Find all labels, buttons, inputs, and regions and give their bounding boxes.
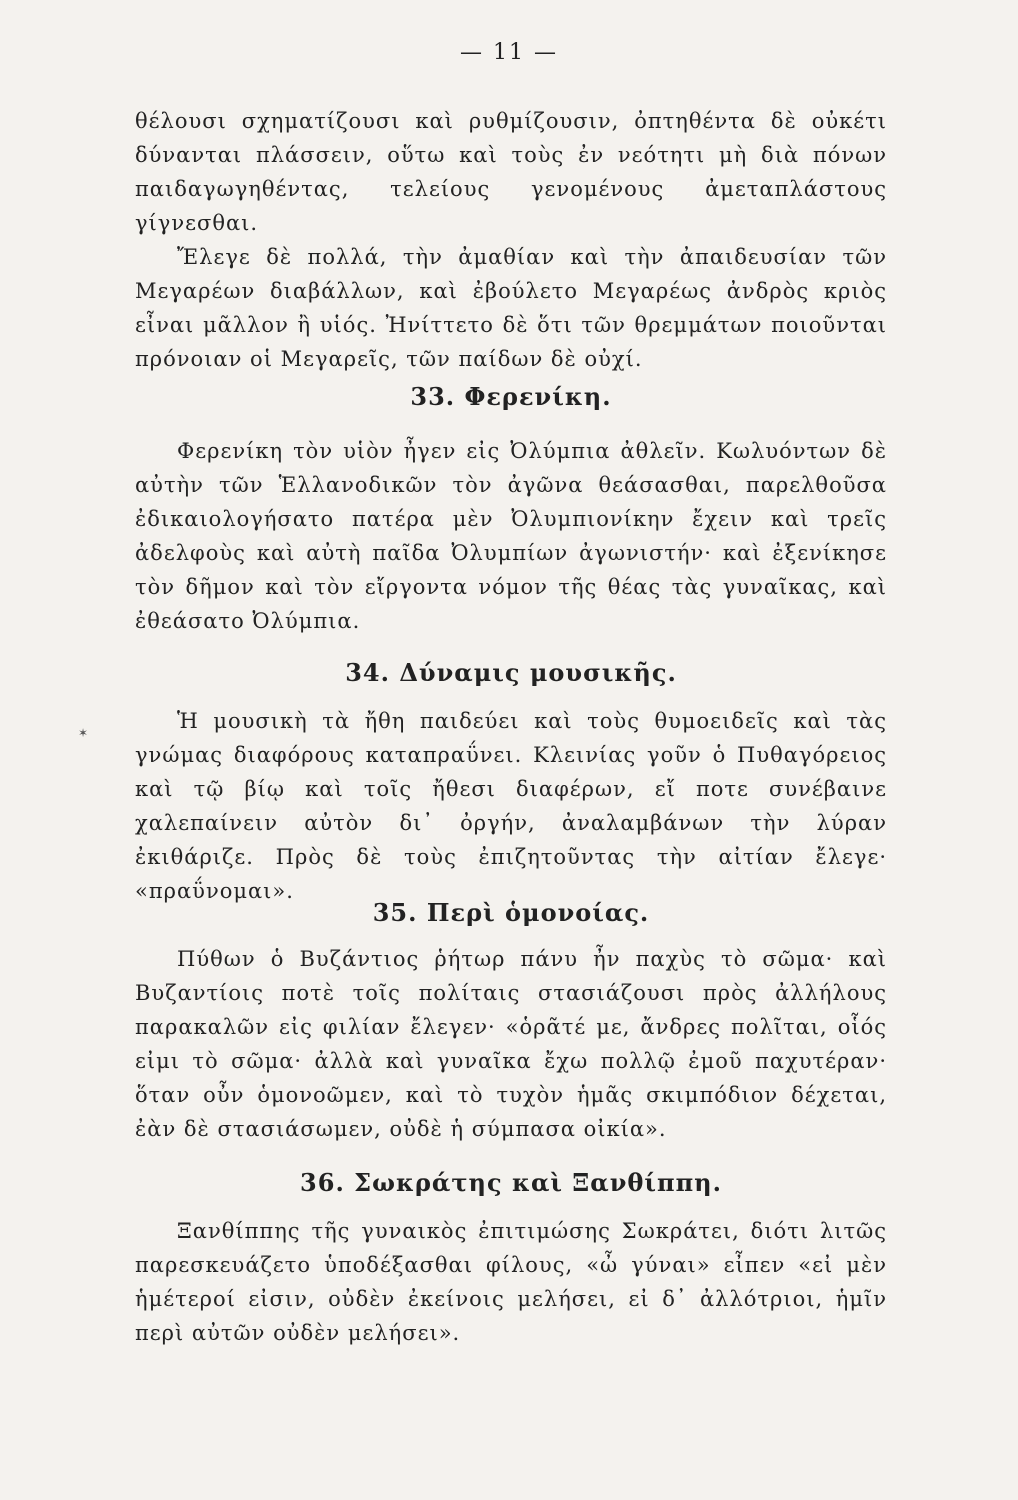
page-number: — 11 — bbox=[460, 40, 558, 65]
paragraph-35: Πύθων ὁ Βυζάντιος ῥήτωρ πάνυ ἦν παχὺς τὸ σῶμα· καὶ Βυζαντίοις ποτὲ τοῖς πολίταις στασιάζουσι πρὸς ἀλλήλους παρακαλῶν εἰς φιλίαν ἔλεγεν· «ὁρᾶτέ με, ἄνδρες πολῖται, οἷός εἰμι τὸ σῶμα· ἀλλὰ καὶ γυναῖκα ἔχω πολλῷ ἐμοῦ παχυτέραν· ὅταν οὖν ὁμονοῶμεν, καὶ τὸ τυχὸν ἡμᾶς σκιμπόδιον δέχεται, ἐὰν δὲ στασιάσωμεν, οὐδὲ ἡ σύμπασα οἰκία». bbox=[135, 947, 887, 1141]
paragraph-34: Ἡ μουσικὴ τὰ ἤθη παιδεύει καὶ τοὺς θυμοειδεῖς καὶ τὰς γνώμας διαφόρους καταπραΰνει. Κλεινίας γοῦν ὁ Πυθαγόρειος καὶ τῷ βίῳ καὶ τοῖς ἤθεσι διαφέρων, εἴ ποτε συνέβαινε χαλεπαίνειν αὐτὸν δι᾽ ὀργήν, ἀναλαμβάνων τὴν λύραν ἐκιθάριζε. Πρὸς δὲ τοὺς ἐπιζητοῦντας τὴν αἰτίαν ἔλεγε· «πραΰνομαι». bbox=[135, 709, 887, 903]
margin-mark: ✶ bbox=[78, 726, 89, 740]
paragraph-intro-megarians: Ἔλεγε δὲ πολλά, τὴν ἀμαθίαν καὶ τὴν ἀπαιδευσίαν τῶν Μεγαρέων διαβάλλων, καὶ ἐβούλετο Μεγαρέως ἀνδρὸς κριὸς εἶναι μᾶλλον ἢ υἱός. Ἠνίττετο δὲ ὅτι τῶν θρεμμάτων ποιοῦνται πρόνοιαν οἱ Μεγαρεῖς, τῶν παίδων δὲ οὐχί. bbox=[135, 245, 887, 371]
section-heading-33: 33. Φερενίκη. bbox=[410, 382, 612, 411]
paragraph-33: Φερενίκη τὸν υἱὸν ἦγεν εἰς Ὀλύμπια ἀθλεῖν. Κωλυόντων δὲ αὐτὴν τῶν Ἑλλανοδικῶν τὸν ἀγῶνα θεάσασθαι, παρελθοῦσα ἐδικαιολογήσατο πατέρα μὲν Ὀλυμπιονίκην ἔχειν καὶ τρεῖς ἀδελφοὺς καὶ αὐτὴ παῖδα Ὀλυμπίων ἀγωνιστήν· καὶ ἐξενίκησε τὸν δῆμον καὶ τὸν εἴργοντα νόμον τῆς θέας τὰς γυναῖκας, καὶ ἐθεάσατο Ὀλύμπια. bbox=[135, 439, 887, 633]
paragraph-36: Ξανθίππης τῆς γυναικὸς ἐπιτιμώσης Σωκράτει, διότι λιτῶς παρεσκευάζετο ὑποδέξασθαι φίλους, «ὦ γύναι» εἶπεν «εἰ μὲν ἡμέτεροί εἰσιν, οὐδὲν ἐκείνοις μελήσει, εἰ δ᾽ ἀλλότριοι, ἡμῖν περὶ αὐτῶν οὐδὲν μελήσει». bbox=[135, 1219, 887, 1345]
section-heading-36: 36. Σωκράτης καὶ Ξανθίππη. bbox=[300, 1168, 722, 1197]
section-heading-35: 35. Περὶ ὁμονοίας. bbox=[372, 898, 650, 927]
paragraph-intro-continued: θέλουσι σχηματίζουσι καὶ ρυθμίζουσιν, ὀπτηθέντα δὲ οὐκέτι δύνανται πλάσσειν, οὕτω καὶ τοὺς ἐν νεότητι μὴ διὰ πόνων παιδαγωγηθέντας, τελείους γενομένους ἀμεταπλάστους γίγνεσθαι. bbox=[135, 109, 887, 235]
section-heading-34: 34. Δύναμις μουσικῆς. bbox=[345, 658, 677, 687]
